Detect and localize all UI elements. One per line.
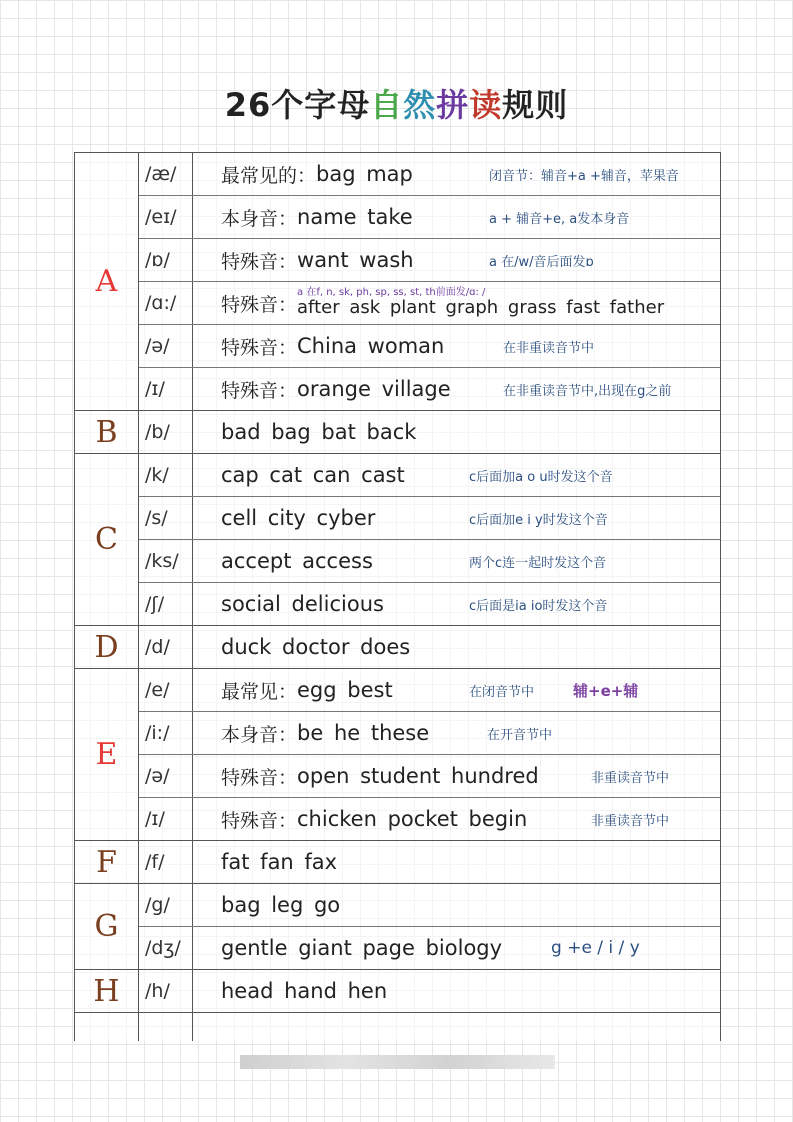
example-words: cell city cyber [221,506,376,530]
table-row [139,626,720,668]
example-words: name take [297,205,413,229]
group-g [75,884,720,970]
row-label: 本身音： [221,723,298,746]
phonetic: /b/ [139,411,193,453]
rule-note: g +e / i / y [551,938,640,958]
example-words: want wash [297,248,414,272]
row-label: 特殊音： [221,293,298,316]
example-words: bag map [316,162,413,186]
rule-note: a + 辅音+e, a发本身音 [489,211,630,227]
rule-note: c后面加a o u时发这个音 [469,469,613,485]
phonetic: /s/ [139,497,193,539]
empty-row [75,1013,720,1041]
rule-note: 两个c连一起时发这个音 [469,555,607,571]
example-words: egg best [297,678,393,702]
phonetic: /f/ [139,841,193,883]
letter-a: A [75,153,139,410]
rule-formula: 辅+e+辅 [573,681,639,700]
group-b [75,411,720,454]
table-row [139,583,720,625]
example-words: social delicious [221,592,384,616]
title-prefix: 26个字母 [224,86,371,124]
table-row [139,841,720,883]
phonics-table [74,152,721,1041]
rule-note: 在非重读音节中,出现在g之前 [503,383,672,399]
phonetic: /ɪ/ [139,798,193,840]
group-c [75,454,720,626]
table-row [139,282,720,325]
title-char-4: 读 [469,86,503,124]
rule-note-small: a 在f, n, sk, ph, sp, ss, st, th前面发/ɑ: / [297,287,486,299]
phonetic: /i:/ [139,712,193,754]
table-row [139,454,720,497]
example-words: after ask plant graph grass fast father [297,296,665,318]
title-suffix: 规则 [502,86,569,124]
row-label: 本身音： [221,207,298,230]
phonetic: /ə/ [139,755,193,797]
rule-note: 在开音节中 [487,727,553,743]
table-row [139,239,720,282]
table-row [139,798,720,840]
table-row [139,669,720,712]
table-row [139,196,720,239]
example-words: orange village [297,377,451,401]
title-char-1: 自 [370,86,404,124]
group-a [75,153,720,411]
table-row [139,970,720,1012]
row-label: 特殊音： [221,766,298,789]
group-f [75,841,720,884]
phonetic: /ks/ [139,540,193,582]
group-h [75,970,720,1013]
example-words: be he these [297,721,430,745]
table-row [139,755,720,798]
rule-note: c后面加e i y时发这个音 [469,512,608,528]
example-words: cap cat can cast [221,463,405,487]
phonetic: /ɒ/ [139,239,193,281]
example-words: bad bag bat back [221,420,417,444]
example-words: head hand hen [221,979,388,1003]
phonetic: /ɪ/ [139,368,193,410]
row-label: 特殊音： [221,379,298,402]
row-label: 最常见的： [221,164,317,187]
table-row [139,497,720,540]
table-row [139,153,720,196]
rule-note: 非重读音节中 [591,770,670,786]
rule-note: 在非重读音节中 [503,340,595,356]
example-words: duck doctor does [221,635,411,659]
letter-e: E [75,669,139,840]
title-char-3: 拼 [436,86,470,124]
row-label: 特殊音： [221,336,298,359]
letter-b: B [75,411,139,453]
letter-c: C [75,454,139,625]
group-d [75,626,720,669]
table-row [139,368,720,410]
title-char-2: 然 [403,86,437,124]
letter-f: F [75,841,139,883]
phonetic: /eɪ/ [139,196,193,238]
rule-note: 闭音节：辅音+a +辅音，苹果音 [489,168,679,184]
phonetic: /h/ [139,970,193,1012]
phonetic: /k/ [139,454,193,496]
rule-note: 非重读音节中 [591,813,670,829]
table-row [139,411,720,453]
phonetic: /d/ [139,626,193,668]
example-words: bag leg go [221,893,341,917]
rule-note: c后面是ia io时发这个音 [469,598,608,614]
phonetic: /dʒ/ [139,927,193,969]
page-title [0,80,793,126]
table-row [139,540,720,583]
table-row [139,927,720,969]
example-words: China woman [297,334,445,358]
phonetic: /ə/ [139,325,193,367]
rule-note: 在闭音节中 [469,684,535,700]
letter-h: H [75,970,139,1012]
table-row [139,712,720,755]
group-e [75,669,720,841]
table-row [139,884,720,927]
watermark-bar [240,1055,555,1069]
example-words: open student hundred [297,764,539,788]
letter-d: D [75,626,139,668]
example-words: chicken pocket begin [297,807,528,831]
table-row [139,325,720,368]
letter-g: G [75,884,139,969]
row-label: 最常见： [221,680,298,703]
rule-note: a 在/w/音后面发ɒ [489,254,594,270]
row-label: 特殊音： [221,809,298,832]
phonetic: /ʃ/ [139,583,193,625]
example-words: fat fan fax [221,850,338,874]
phonetic: /g/ [139,884,193,926]
phonetic: /æ/ [139,153,193,195]
example-words: accept access [221,549,373,573]
phonetic: /e/ [139,669,193,711]
row-label: 特殊音： [221,250,298,273]
phonetic: /ɑ:/ [139,282,193,324]
example-words: gentle giant page biology [221,936,503,960]
